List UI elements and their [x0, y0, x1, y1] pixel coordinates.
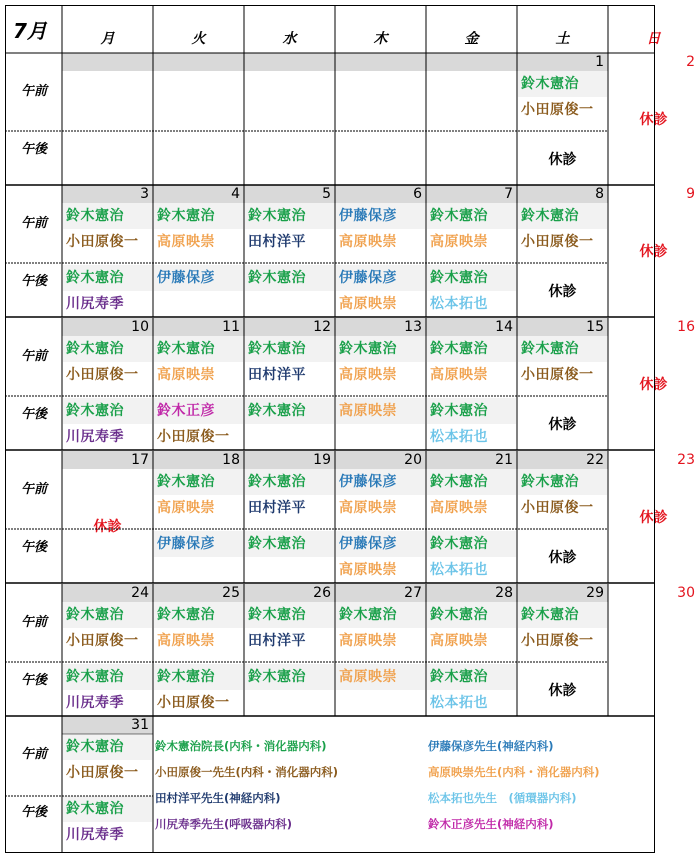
doctor-name: 鈴木憲治 — [518, 71, 607, 97]
doctor-name: 鈴木憲治 — [63, 602, 152, 628]
date-number: 28 — [426, 584, 517, 602]
closed-cell: 休診 — [639, 112, 668, 128]
date-number — [335, 53, 426, 71]
doctor-name: 小田原俊一 — [521, 234, 594, 250]
date-number: 16 — [608, 318, 699, 336]
doctor-name: 高原映崇 — [430, 234, 488, 250]
doctor-name: 鈴木憲治 — [63, 734, 152, 760]
date-number: 6 — [335, 185, 426, 203]
am-label: 午前 — [21, 215, 48, 231]
doctor-name: 川尻寿季 — [66, 695, 124, 711]
closed-cell: 休診 — [639, 510, 668, 526]
closed-cell: 休診 — [548, 417, 577, 433]
weekday-5: 土 — [555, 31, 570, 47]
pm-label: 午後 — [21, 273, 48, 289]
doctor-name: 鈴木憲治 — [245, 398, 334, 424]
date-number — [426, 53, 517, 71]
pm-label: 午後 — [21, 804, 48, 820]
date-number: 8 — [517, 185, 608, 203]
legend-item: 鈴木正彦先生(神経内科) — [428, 817, 554, 831]
date-number: 21 — [426, 451, 517, 469]
doctor-name: 鈴木憲治 — [518, 602, 607, 628]
closed-cell: 休診 — [639, 377, 668, 393]
date-number: 1 — [517, 53, 608, 71]
date-number: 26 — [244, 584, 335, 602]
doctor-name: 鈴木憲治 — [427, 531, 516, 557]
month-title: 7月 — [13, 18, 47, 43]
doctor-name: 伊藤保彦 — [336, 469, 425, 495]
doctor-name: 高原映崇 — [339, 562, 397, 578]
doctor-name: 高原映崇 — [157, 367, 215, 383]
date-number: 9 — [608, 185, 699, 203]
doctor-name: 高原映崇 — [430, 633, 488, 649]
am-label: 午前 — [21, 83, 48, 99]
date-number — [62, 53, 153, 71]
date-number: 13 — [335, 318, 426, 336]
legend-item: 小田原俊一先生(内科・消化器内科) — [155, 765, 339, 779]
doctor-name: 鈴木憲治 — [427, 602, 516, 628]
doctor-name: 鈴木憲治 — [63, 796, 152, 822]
date-number: 29 — [517, 584, 608, 602]
date-number: 19 — [244, 451, 335, 469]
doctor-name: 高原映崇 — [339, 367, 397, 383]
doctor-name: 鈴木正彦 — [154, 398, 243, 424]
doctor-name: 伊藤保彦 — [336, 203, 425, 229]
closed-cell: 休診 — [548, 284, 577, 300]
am-label: 午前 — [21, 746, 48, 762]
doctor-name: 鈴木憲治 — [154, 203, 243, 229]
date-number: 10 — [62, 318, 153, 336]
legend-item: 伊藤保彦先生(神経内科) — [428, 739, 554, 753]
am-label: 午前 — [21, 481, 48, 497]
weekday-6: 日 — [646, 31, 661, 47]
doctor-name: 川尻寿季 — [66, 296, 124, 312]
doctor-name: 小田原俊一 — [521, 633, 594, 649]
weekday-0: 月 — [100, 31, 115, 47]
am-label: 午前 — [21, 348, 48, 364]
doctor-name: 高原映崇 — [157, 500, 215, 516]
weekday-4: 金 — [464, 31, 479, 47]
date-number: 2 — [608, 53, 699, 71]
doctor-name: 小田原俊一 — [521, 102, 594, 118]
pm-label: 午後 — [21, 539, 48, 555]
date-number: 25 — [153, 584, 244, 602]
doctor-name: 鈴木憲治 — [245, 531, 334, 557]
doctor-name: 鈴木憲治 — [518, 336, 607, 362]
doctor-name: 高原映崇 — [157, 633, 215, 649]
doctor-name: 高原映崇 — [339, 234, 397, 250]
date-number: 3 — [62, 185, 153, 203]
doctor-name: 鈴木憲治 — [63, 336, 152, 362]
doctor-name: 川尻寿季 — [66, 827, 124, 843]
doctor-name: 鈴木憲治 — [336, 602, 425, 628]
doctor-name: 高原映崇 — [336, 664, 425, 690]
doctor-name: 鈴木憲治 — [154, 336, 243, 362]
doctor-name: 鈴木憲治 — [63, 203, 152, 229]
doctor-name: 鈴木憲治 — [63, 265, 152, 291]
date-number: 20 — [335, 451, 426, 469]
doctor-name: 鈴木憲治 — [245, 336, 334, 362]
doctor-name: 鈴木憲治 — [518, 203, 607, 229]
doctor-name: 鈴木憲治 — [245, 664, 334, 690]
doctor-name: 田村洋平 — [248, 633, 306, 649]
doctor-name: 高原映崇 — [336, 398, 425, 424]
weekday-1: 火 — [191, 31, 206, 47]
weekday-2: 水 — [282, 31, 297, 47]
date-number: 15 — [517, 318, 608, 336]
closed-cell: 休診 — [548, 152, 577, 168]
date-number: 18 — [153, 451, 244, 469]
doctor-name: 小田原俊一 — [66, 765, 139, 781]
date-number: 14 — [426, 318, 517, 336]
doctor-name: 伊藤保彦 — [154, 265, 243, 291]
doctor-name: 小田原俊一 — [66, 367, 139, 383]
date-number: 30 — [608, 584, 699, 602]
date-number: 12 — [244, 318, 335, 336]
doctor-name: 鈴木憲治 — [518, 469, 607, 495]
date-number: 31 — [62, 716, 153, 734]
legend-item: 鈴木憲治院長(内科・消化器内科) — [155, 739, 327, 753]
doctor-name: 鈴木憲治 — [63, 398, 152, 424]
doctor-name: 高原映崇 — [339, 633, 397, 649]
date-number — [153, 53, 244, 71]
doctor-name: 小田原俊一 — [521, 500, 594, 516]
legend-item: 松本拓也先生 (循環器内科) — [428, 791, 577, 805]
date-number: 7 — [426, 185, 517, 203]
doctor-name: 鈴木憲治 — [245, 265, 334, 291]
doctor-name: 鈴木憲治 — [245, 469, 334, 495]
am-label: 午前 — [21, 614, 48, 630]
date-number — [244, 53, 335, 71]
legend-item: 田村洋平先生(神経内科) — [155, 791, 281, 805]
date-number: 23 — [608, 451, 699, 469]
doctor-name: 鈴木憲治 — [427, 664, 516, 690]
doctor-name: 松本拓也 — [430, 296, 488, 312]
doctor-name: 伊藤保彦 — [336, 265, 425, 291]
doctor-name: 鈴木憲治 — [427, 336, 516, 362]
date-number: 17 — [62, 451, 153, 469]
doctor-name: 鈴木憲治 — [154, 602, 243, 628]
doctor-name: 鈴木憲治 — [245, 203, 334, 229]
doctor-name: 松本拓也 — [430, 695, 488, 711]
legend-item: 川尻寿季先生(呼吸器内科) — [155, 817, 293, 831]
doctor-name: 川尻寿季 — [66, 429, 124, 445]
doctor-name: 高原映崇 — [430, 500, 488, 516]
doctor-name: 高原映崇 — [339, 500, 397, 516]
closed-cell: 休診 — [93, 519, 122, 535]
doctor-name: 小田原俊一 — [66, 633, 139, 649]
doctor-name: 田村洋平 — [248, 234, 306, 250]
doctor-name: 鈴木憲治 — [245, 602, 334, 628]
doctor-name: 高原映崇 — [339, 296, 397, 312]
closed-cell: 休診 — [548, 550, 577, 566]
doctor-name: 小田原俊一 — [157, 695, 230, 711]
weekday-3: 木 — [373, 31, 388, 47]
pm-label: 午後 — [21, 141, 48, 157]
doctor-name: 鈴木憲治 — [336, 336, 425, 362]
doctor-name: 鈴木憲治 — [427, 203, 516, 229]
doctor-name: 鈴木憲治 — [63, 664, 152, 690]
date-number: 4 — [153, 185, 244, 203]
doctor-name: 小田原俊一 — [157, 429, 230, 445]
doctor-name: 松本拓也 — [430, 429, 488, 445]
doctor-name: 高原映崇 — [430, 367, 488, 383]
doctor-name: 小田原俊一 — [521, 367, 594, 383]
closed-cell: 休診 — [548, 683, 577, 699]
doctor-name: 鈴木憲治 — [154, 664, 243, 690]
doctor-name: 鈴木憲治 — [427, 265, 516, 291]
doctor-name: 鈴木憲治 — [427, 398, 516, 424]
date-number: 22 — [517, 451, 608, 469]
doctor-name: 田村洋平 — [248, 500, 306, 516]
doctor-name: 伊藤保彦 — [336, 531, 425, 557]
doctor-name: 鈴木憲治 — [427, 469, 516, 495]
date-number: 5 — [244, 185, 335, 203]
date-number: 11 — [153, 318, 244, 336]
doctor-name: 松本拓也 — [430, 562, 488, 578]
doctor-name: 小田原俊一 — [66, 234, 139, 250]
schedule-calendar — [5, 5, 695, 853]
doctor-name: 鈴木憲治 — [154, 469, 243, 495]
doctor-name: 高原映崇 — [157, 234, 215, 250]
legend-item: 高原映崇先生(内科・消化器内科) — [428, 765, 600, 779]
pm-label: 午後 — [21, 406, 48, 422]
doctor-name: 伊藤保彦 — [154, 531, 243, 557]
doctor-name: 田村洋平 — [248, 367, 306, 383]
date-number: 27 — [335, 584, 426, 602]
date-number: 24 — [62, 584, 153, 602]
pm-label: 午後 — [21, 672, 48, 688]
closed-cell: 休診 — [639, 244, 668, 260]
